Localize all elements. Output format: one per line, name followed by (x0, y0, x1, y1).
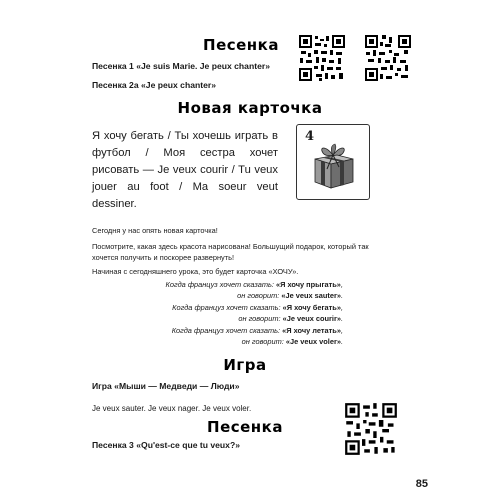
song-3-title: Песенка 3 «Qu'est-ce que tu veux?» (92, 440, 240, 450)
card-phrases-text: Я хочу бегать / Ты хочешь играть в футбол / Моя сестра хочет рисовать — Je veux courir / Tu veux jouer au foot / Ma soeur veut dessiner. (92, 130, 278, 210)
song-2a-title: Песенка 2а «Je peux chanter» (92, 80, 217, 90)
qr-code-song-1[interactable] (298, 34, 346, 82)
quote-fly: Когда француз хочет сказать: «Я хочу летать», он говорит: «Je veux voler». (171, 326, 343, 346)
game-phrases: Je veux sauter. Je veux nager. Je veux voler. (92, 404, 252, 413)
qr-code-song-2a[interactable] (364, 34, 412, 82)
section-heading-song-2: Песенка (207, 418, 283, 436)
gift-box-icon (297, 125, 369, 199)
section-heading-game: Игра (223, 356, 267, 374)
paragraph-want-card: Начиная с сегодняшнего урока, это будет карточка «ХОЧУ». (92, 267, 299, 276)
song-1-title: Песенка 1 «Je suis Marie. Je peux chanter» (92, 61, 270, 71)
quote-run: Когда француз хочет сказать: «Я хочу бегать», он говорит: «Je veux courir». (172, 303, 343, 323)
game-title: Игра «Мыши — Медведи — Люди» (92, 381, 240, 391)
paragraph-new-card: Сегодня у нас опять новая карточка! (92, 226, 218, 235)
quote-jump: Когда француз хочет сказать: «Я хочу прыгать», он говорит: «Je veux sauter». (165, 280, 343, 300)
section-heading-new-card: Новая карточка (177, 99, 323, 117)
paragraph-gift: Посмотрите, какая здесь красота нарисована! Большущий подарок, который так хочется получить и поскорее развернуть! (92, 242, 369, 262)
flashcard-want (296, 124, 370, 200)
section-heading-song: Песенка (203, 36, 279, 54)
qr-code-song-3[interactable] (344, 402, 398, 456)
page-number: 85 (415, 478, 428, 490)
card-number: 4 (305, 129, 315, 144)
